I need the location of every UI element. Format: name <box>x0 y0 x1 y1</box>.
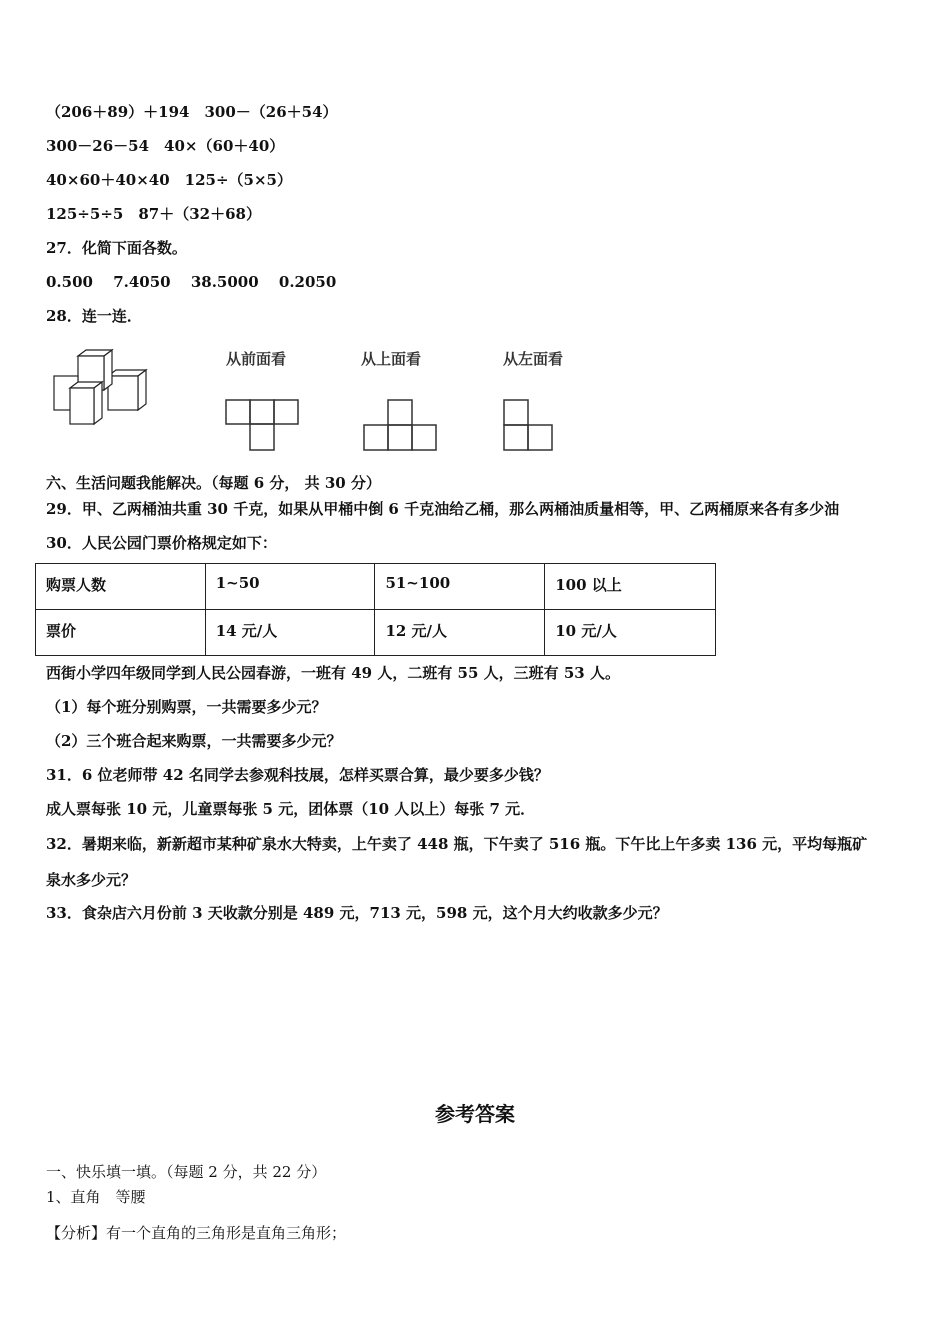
table-cell: 100 以上 <box>545 564 716 610</box>
top-view-figure <box>360 397 442 455</box>
question-32-line-1: 32．暑期来临，新新超市某种矿泉水大特卖，上午卖了 448 瓶，下午卖了 516 瓶。下午比上午多卖 136 元，平均每瓶矿 <box>46 835 868 853</box>
expression-line-3: 40×60＋40×40 125÷（5×5） <box>46 171 292 189</box>
question-32-line-2: 泉水多少元？ <box>46 871 137 889</box>
question-27-numbers: 0.500 7.4050 38.5000 0.2050 <box>46 273 337 291</box>
question-30-part-2: （2）三个班合起来购票，一共需要多少元？ <box>46 732 342 750</box>
table-cell: 10 元/人 <box>545 610 716 656</box>
table-cell: 1~50 <box>205 564 375 610</box>
answer-title: 参考答案 <box>435 1102 515 1126</box>
table-cell: 14 元/人 <box>205 610 375 656</box>
question-28: 28．连一连． <box>46 307 142 325</box>
cube-stack-figure <box>50 348 150 428</box>
label-top-view: 从上面看 <box>361 350 422 368</box>
question-30-part-1: （1）每个班分别购票，一共需要多少元？ <box>46 698 327 716</box>
table-row <box>36 564 716 610</box>
expression-line-4: 125÷5÷5 87＋（32＋68） <box>46 205 261 223</box>
front-view-figure <box>222 396 304 454</box>
question-27: 27．化简下面各数。 <box>46 239 187 257</box>
question-31: 31．6 位老师带 42 名同学去参观科技展，怎样买票合算，最少要多少钱？ <box>46 766 549 784</box>
question-31-detail: 成人票每张 10 元，儿童票每张 5 元，团体票（10 人以上）每张 7 元． <box>46 800 536 818</box>
answer-section-1: 一、快乐填一填。（每题 2 分，共 22 分） <box>46 1163 327 1181</box>
answer-1-analysis: 【分析】有一个直角的三角形是直角三角形； <box>46 1224 347 1242</box>
section-6-heading: 六、生活问题我能解决。（每题 6 分， 共 30 分） <box>46 474 381 492</box>
answer-1: 1、直角 等腰 <box>46 1188 146 1206</box>
left-view-figure <box>500 397 558 455</box>
expression-line-2: 300－26－54 40×（60＋40） <box>46 137 285 155</box>
table-cell: 购票人数 <box>36 564 206 610</box>
table-cell: 51~100 <box>375 564 545 610</box>
question-29: 29．甲、乙两桶油共重 30 千克，如果从甲桶中倒 6 千克油给乙桶，那么两桶油质量相等，甲、乙两桶原来各有多少油 <box>46 500 840 518</box>
ticket-price-table <box>35 563 716 656</box>
table-cell: 票价 <box>36 610 206 656</box>
label-front-view: 从前面看 <box>226 350 287 368</box>
expression-line-1: （206＋89）＋194 300－（26＋54） <box>46 103 338 121</box>
question-30-text: 西街小学四年级同学到人民公园春游，一班有 49 人，二班有 55 人，三班有 53 人。 <box>46 664 620 682</box>
question-33: 33．食杂店六月份前 3 天收款分别是 489 元，713 元，598 元，这个月大约收款多少元？ <box>46 904 668 922</box>
label-left-view: 从左面看 <box>503 350 564 368</box>
table-row <box>36 610 716 656</box>
table-cell: 12 元/人 <box>375 610 545 656</box>
question-30: 30．人民公园门票价格规定如下： <box>46 534 277 552</box>
